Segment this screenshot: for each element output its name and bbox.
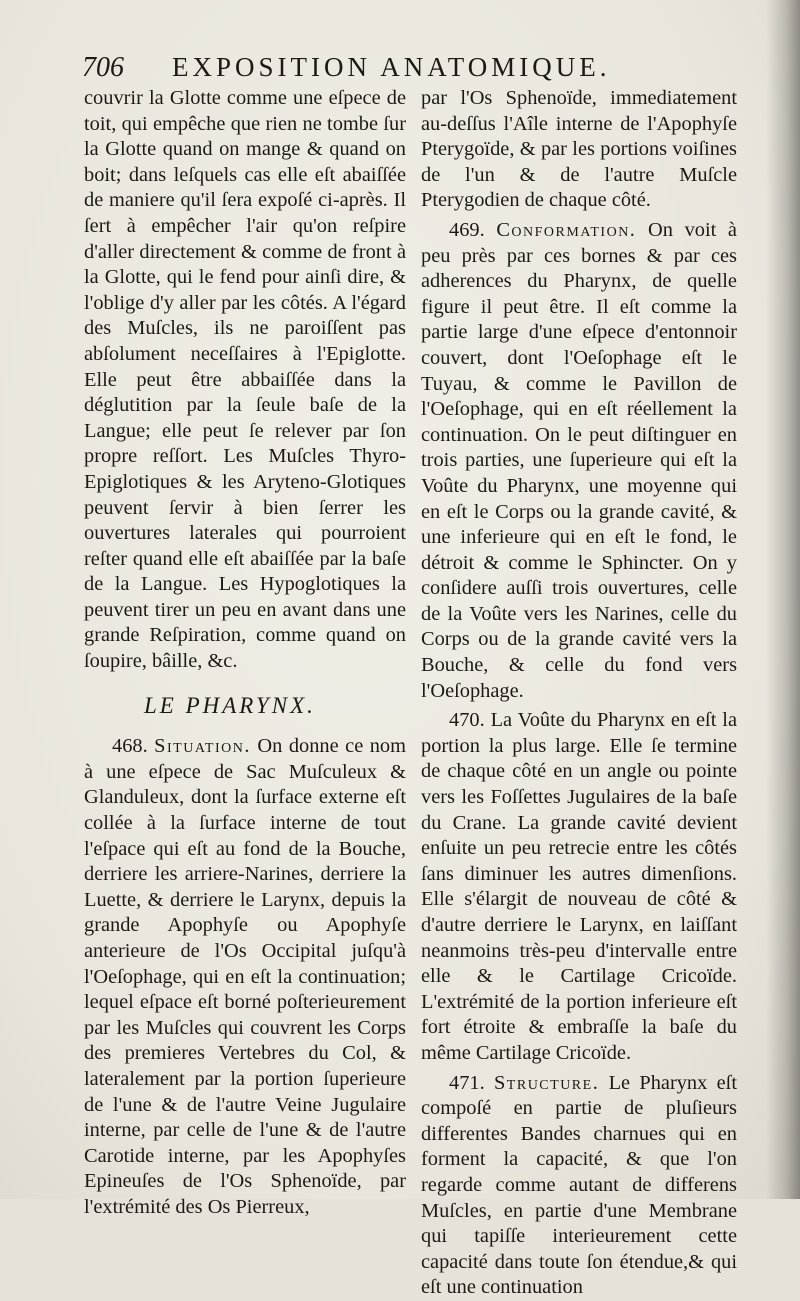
paragraph-heading: Conformation. bbox=[496, 218, 637, 241]
paragraph-468 bbox=[84, 734, 406, 1220]
paragraph-text: On voit à peu près par ces bornes & par ces adherences du Pharynx, de quelle figure il peut être. Il eſt comme la partie large d'une eſpece d'entonnoir couvert, dont l'Oeſophage eſt le Tuyau, & comme le Pavillon de l'Oeſophage, qui en eſt réellement la continuation. On le peut diſtinguer en trois parties, une ſuperieure qui eſt la Voûte du Pharynx, une moyenne qui en eſt le Corps ou la grande cavité, & une inferieure qui en eſt le fond, le détroit & comme le Sphincter. On y conſidere auſſi trois ouvertures, celle de la Voûte vers les Narines, celle du Corps ou de la grande cavité vers la Bouche, & celle du fond vers l'Oeſophage. bbox=[421, 218, 737, 702]
paragraph-number: 468. bbox=[112, 735, 148, 758]
paragraph-text: On donne ce nom à une eſpece de Sac Muſculeux & Glanduleux, dont la ſurface externe eſt collée à la ſurface interne de tout l'eſpace qui eſt au fond de la Bouche, derriere les arriere-Narines, derriere la Luette, & derriere le Larynx, depuis la grande Apophyſe ou Apophyſe anterieure de l'Os Occipital juſqu'à l'Oeſophage, qui en eſt la continuation; lequel eſpace eſt borné poſterieurement par les Muſcles qui couvrent les Corps des premieres Vertebres du Col, & lateralement par la portion ſuperieure de l'une & de l'autre Veine Jugulaire interne, par celle de l'une & de l'autre Carotide interne, par les Apophyſes Epineuſes de l'Os Sphenoïde, par l'extrémité des Os Pierreux, bbox=[84, 735, 406, 1218]
right-column bbox=[421, 86, 737, 1301]
paragraph-number: 471. bbox=[449, 1071, 485, 1094]
running-head: EXPOSITION ANATOMIQUE. bbox=[172, 52, 611, 82]
paragraph-469 bbox=[421, 218, 737, 704]
paragraph-text: La Voûte du Pharynx en eſt la portion la plus large. Elle ſe termine de chaque côté en un angle ou pointe vers les Foſſettes Jugulaires de la baſe du Crane. La grande cavité devient enſuite un peu retrecie entre les côtés ſans diminuer les autres dimenſions. Elle s'élargit de nouveau de côté & d'autre derriere le Larynx, en laiſſant neanmoins très-peu d'intervalle entre elle & le Cartilage Cricoïde. L'extrémité de la portion inferieure eſt fort étroite & embraſſe la baſe du même Cartilage Cricoïde. bbox=[421, 709, 737, 1064]
paragraph-heading: Situation. bbox=[154, 735, 251, 758]
paragraph-471 bbox=[421, 1071, 737, 1301]
paragraph-epiglotte-continued: couvrir la Glotte comme une eſpece de toit, qui empêche que rien ne tombe ſur la Glotte quand on mange & quand on boit; dans leſquels cas elle eſt abaiſſée de maniere qu'il ſera expoſé ci-après. Il ſert à empêcher l'air qu'on reſpire d'aller directement & comme de front à la Glotte, qui le fend pour ainſi dire, & l'oblige d'y aller par les côtés. A l'égard des Muſcles, ils ne paroiſſent pas abſolument neceſſaires à l'Epiglotte. Elle peut être abbaiſſée dans la déglutition par la ſeule baſe de la Langue; elle peut ſe relever par ſon propre reſſort. Les Muſcles Thyro-Epiglotiques & les Aryteno-Glotiques peuvent ſervir à bien ſerrer les ouvertures laterales qui pourroient reſter quand elle eſt abaiſſée par la baſe de la Langue. Les Hypoglotiques la peuvent tirer un peu en avant dans une grande Reſpiration, comme quand on ſoupire, bâille, &c. bbox=[84, 87, 406, 673]
left-column bbox=[84, 86, 406, 1221]
paragraph-number: 470. bbox=[449, 709, 485, 732]
section-title: LE PHARYNX. bbox=[144, 692, 316, 718]
paragraph-number: 469. bbox=[449, 218, 485, 241]
page-gutter-shadow bbox=[766, 0, 800, 1199]
page-number: 706 bbox=[82, 52, 124, 83]
paragraph-continued: par l'Os Sphenoïde, immediatement au-deſſus l'Aîle interne de l'Apophyſe Pterygoïde, & par les portions voiſines de l'un & de l'autre Muſcle Pterygodien de chaque côté. bbox=[421, 87, 737, 212]
paragraph-470 bbox=[421, 708, 737, 1066]
paragraph-heading: Structure. bbox=[493, 1071, 600, 1094]
paragraph-text: Le Pharynx eſt compoſé en partie de pluſieurs differentes Bandes charnues qui en forment la capacité, & que l'on regarde comme autant de differens Muſcles, en partie d'une Membrane qui tapiſſe interieurement cette capacité dans toute ſon étendue,& qui eſt une continuation bbox=[421, 1071, 737, 1299]
